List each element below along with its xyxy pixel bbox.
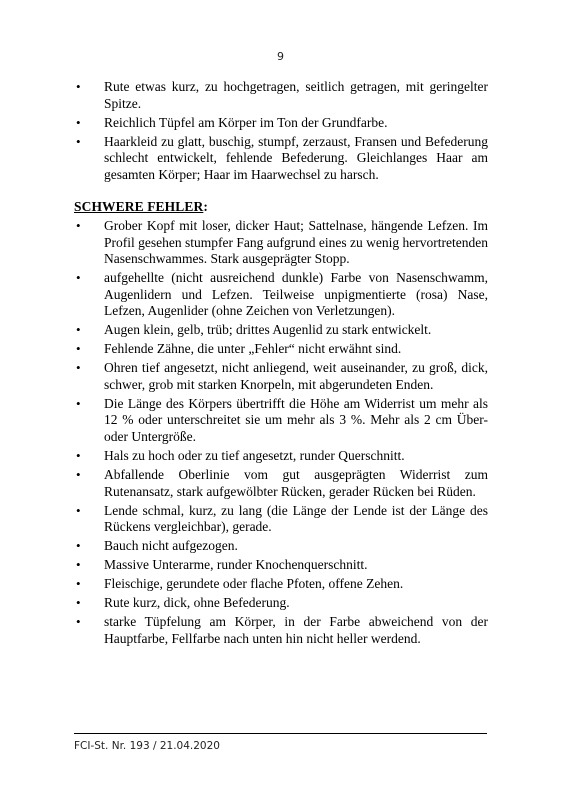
list-item: • Reichlich Tüpfel am Körper im Ton der Grundfarbe. bbox=[74, 115, 488, 132]
list-item: • aufgehellte (nicht ausreichend dunkle) Farbe von Nasenschwamm, Augenlidern und Lefzen. Teilweise unpigmentierte (rosa) Nase, Lefzen, Augenlider (ohne Zeichen von Verletzungen). bbox=[74, 270, 488, 320]
list-item: • Die Länge des Körpers übertrifft die Höhe am Widerrist um mehr als 12 % oder unterschreitet sie um mehr als 3 %. Mehr als 2 cm Über- oder Untergröße. bbox=[74, 396, 488, 446]
section-heading-text: SCHWERE FEHLER bbox=[74, 199, 204, 215]
footer-divider bbox=[74, 733, 487, 734]
list-item: • Grober Kopf mit loser, dicker Haut; Sattelnase, hängende Lefzen. Im Profil gesehen stumpfer Fang aufgrund eines zu wenig hervortretenden Nasenschwammes. Stark ausgeprägter Stopp. bbox=[74, 218, 488, 268]
page-content bbox=[74, 79, 488, 650]
list-item: • Fehlende Zähne, die unter „Fehler“ nicht erwähnt sind. bbox=[74, 341, 488, 358]
list-item: • Rute kurz, dick, ohne Befederung. bbox=[74, 595, 488, 612]
list-item: • Augen klein, gelb, trüb; drittes Augenlid zu stark entwickelt. bbox=[74, 322, 488, 339]
list-item: • Abfallende Oberlinie vom gut ausgeprägten Widerrist zum Rutenansatz, stark aufgewölbter Rücken, gerader Rücken bei Rüden. bbox=[74, 467, 488, 500]
list-item: • starke Tüpfelung am Körper, in der Farbe abweichend von der Hauptfarbe, Fellfarbe nach unten hin nicht heller werdend. bbox=[74, 614, 488, 647]
list-item: • Fleischige, gerundete oder flache Pfoten, offene Zehen. bbox=[74, 576, 488, 593]
page-number: 9 bbox=[277, 50, 284, 63]
footer-text: FCI-St. Nr. 193 / 21.04.2020 bbox=[74, 740, 220, 752]
list-item: • Rute etwas kurz, zu hochgetragen, seitlich getragen, mit geringelter Spitze. bbox=[74, 79, 488, 112]
list-item: • Massive Unterarme, runder Knochenquerschnitt. bbox=[74, 557, 488, 574]
faults-list-top bbox=[74, 79, 488, 183]
section-heading bbox=[74, 199, 488, 216]
list-item: • Hals zu hoch oder zu tief angesetzt, runder Querschnitt. bbox=[74, 448, 488, 465]
severe-faults-list bbox=[74, 218, 488, 647]
list-item: • Bauch nicht aufgezogen. bbox=[74, 538, 488, 555]
list-item: • Lende schmal, kurz, zu lang (die Länge der Lende ist der Länge des Rückens vergleichbar), gerade. bbox=[74, 503, 488, 536]
section-heading-colon: : bbox=[203, 199, 208, 215]
list-item: • Ohren tief angesetzt, nicht anliegend, weit auseinander, zu groß, dick, schwer, grob mit starken Knorpeln, mit abgerundeten Enden. bbox=[74, 360, 488, 393]
list-item: • Haarkleid zu glatt, buschig, stumpf, zerzaust, Fransen und Befederung schlecht entwickelt, fehlende Befederung. Gleichlanges Haar am gesamten Körper; Haar im Haarwechsel zu harsch. bbox=[74, 134, 488, 184]
